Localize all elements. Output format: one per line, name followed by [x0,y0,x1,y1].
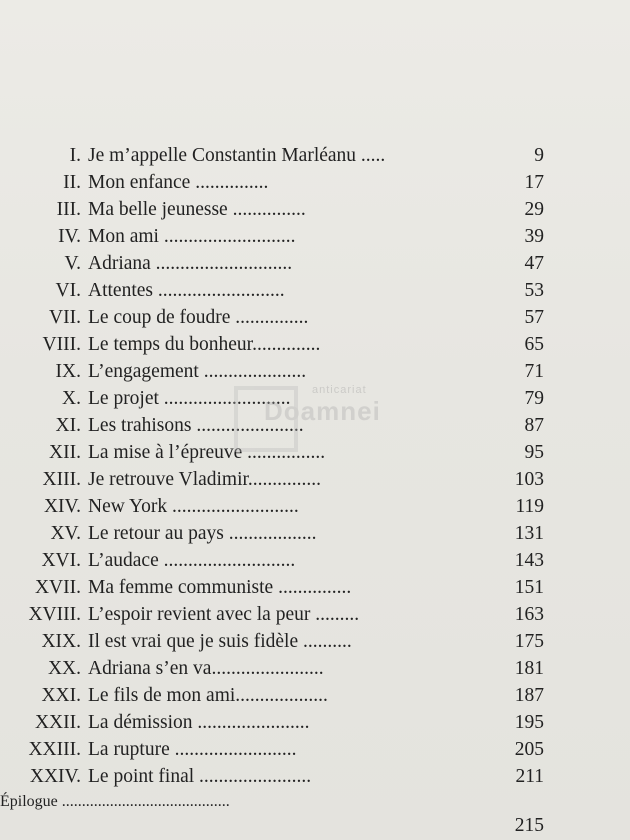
chapter-title: Ma belle jeunesse ............... [88,199,306,220]
chapter-title: Je m’appelle Constantin Marléanu ..... [88,145,386,166]
page-number: 29 [524,199,544,220]
toc-entry [0,307,630,333]
page-number: 95 [524,442,544,463]
toc-entry [0,496,630,522]
chapter-number: XIX. [41,631,81,652]
chapter-title: Adriana ............................ [88,253,293,274]
page-number: 205 [514,739,544,760]
chapter-number: XVII. [34,577,81,598]
chapter-number: XIV. [43,496,81,517]
chapter-title: La démission ....................... [88,712,310,733]
toc-entry [0,658,630,684]
page-number: 87 [524,415,544,436]
page-number: 215 [514,815,544,836]
page-number: 71 [524,361,544,382]
chapter-number: XX. [47,658,81,679]
page-number: 57 [524,307,544,328]
chapter-title: Je retrouve Vladimir............... [88,469,322,490]
toc-entry [0,712,630,738]
toc-entry [0,631,630,657]
chapter-number: VII. [49,307,81,328]
page-number: 163 [514,604,544,625]
toc-entry [0,415,630,441]
chapter-number: XXII. [34,712,81,733]
watermark-big-text: Doamnei [264,396,381,426]
chapter-title: La rupture ......................... [88,739,297,760]
toc-entry [0,199,630,225]
chapter-title: Le projet .......................... [88,388,291,409]
chapter-number: XXIII. [28,739,81,760]
page-number: 103 [514,469,544,490]
toc-entry [0,577,630,603]
chapter-title: Épilogue .......................................... [0,793,230,810]
toc-entry [0,226,630,252]
chapter-title: New York .......................... [88,496,299,517]
page-number: 143 [514,550,544,571]
page-number: 131 [514,523,544,544]
chapter-number: VI. [55,280,81,301]
chapter-title: Mon ami ........................... [88,226,296,247]
chapter-number: IX. [55,361,81,382]
toc-entry [0,469,630,495]
toc-entry [0,766,630,792]
chapter-title: Les trahisons ...................... [88,415,304,436]
chapter-number: XIII. [42,469,81,490]
chapter-title: Le coup de foudre ............... [88,307,309,328]
page-number: 187 [514,685,544,706]
chapter-title: Le retour au pays .................. [88,523,317,544]
chapter-number: V. [64,253,81,274]
toc-entry [0,685,630,711]
chapter-title: Le temps du bonheur.............. [88,334,321,355]
toc-entry [0,739,630,765]
chapter-number: II. [63,172,81,193]
chapter-title: Mon enfance ............... [88,172,269,193]
chapter-number: XXI. [41,685,81,706]
page-number: 175 [514,631,544,652]
page-number: 195 [514,712,544,733]
chapter-number: XI. [55,415,81,436]
toc-entry [0,145,630,171]
chapter-title: Le fils de mon ami................... [88,685,328,706]
chapter-title: Attentes .......................... [88,280,285,301]
page-number: 119 [515,496,544,517]
page-number: 65 [524,334,544,355]
page-number: 9 [534,145,544,166]
toc-entry [0,280,630,306]
chapter-title: L’espoir revient avec la peur ......... [88,604,360,625]
chapter-title: La mise à l’épreuve ................ [88,442,326,463]
page-number: 17 [524,172,544,193]
toc-entry [0,550,630,576]
toc-entry [0,604,630,630]
chapter-title: Le point final ....................... [88,766,312,787]
chapter-number: XVIII. [28,604,81,625]
toc-entry [0,334,630,360]
chapter-number: XXIV. [29,766,81,787]
toc-entry [0,523,630,549]
toc-entry [0,442,630,468]
chapter-number: XVI. [41,550,81,571]
chapter-title: Adriana s’en va....................... [88,658,324,679]
toc-entry [0,388,630,414]
chapter-number: IV. [58,226,81,247]
chapter-number: X. [62,388,81,409]
page-number: 211 [515,766,544,787]
page-number: 53 [524,280,544,301]
toc-entry-epilogue [0,793,630,836]
chapter-number: I. [69,145,81,166]
toc-entry [0,253,630,279]
page-number: 79 [524,388,544,409]
chapter-number: VIII. [42,334,81,355]
page-number: 47 [524,253,544,274]
chapter-title: Il est vrai que je suis fidèle .......... [88,631,352,652]
page-number: 39 [524,226,544,247]
toc-entry [0,172,630,198]
chapter-title: Ma femme communiste ............... [88,577,352,598]
page-number: 151 [514,577,544,598]
page-number: 181 [514,658,544,679]
chapter-number: III. [56,199,81,220]
chapter-title: L’audace ........................... [88,550,296,571]
chapter-title: L’engagement ..................... [88,361,307,382]
chapter-number: XV. [50,523,81,544]
watermark-small-text: anticariat [312,384,367,396]
chapter-number: XII. [49,442,81,463]
toc-entry [0,361,630,387]
